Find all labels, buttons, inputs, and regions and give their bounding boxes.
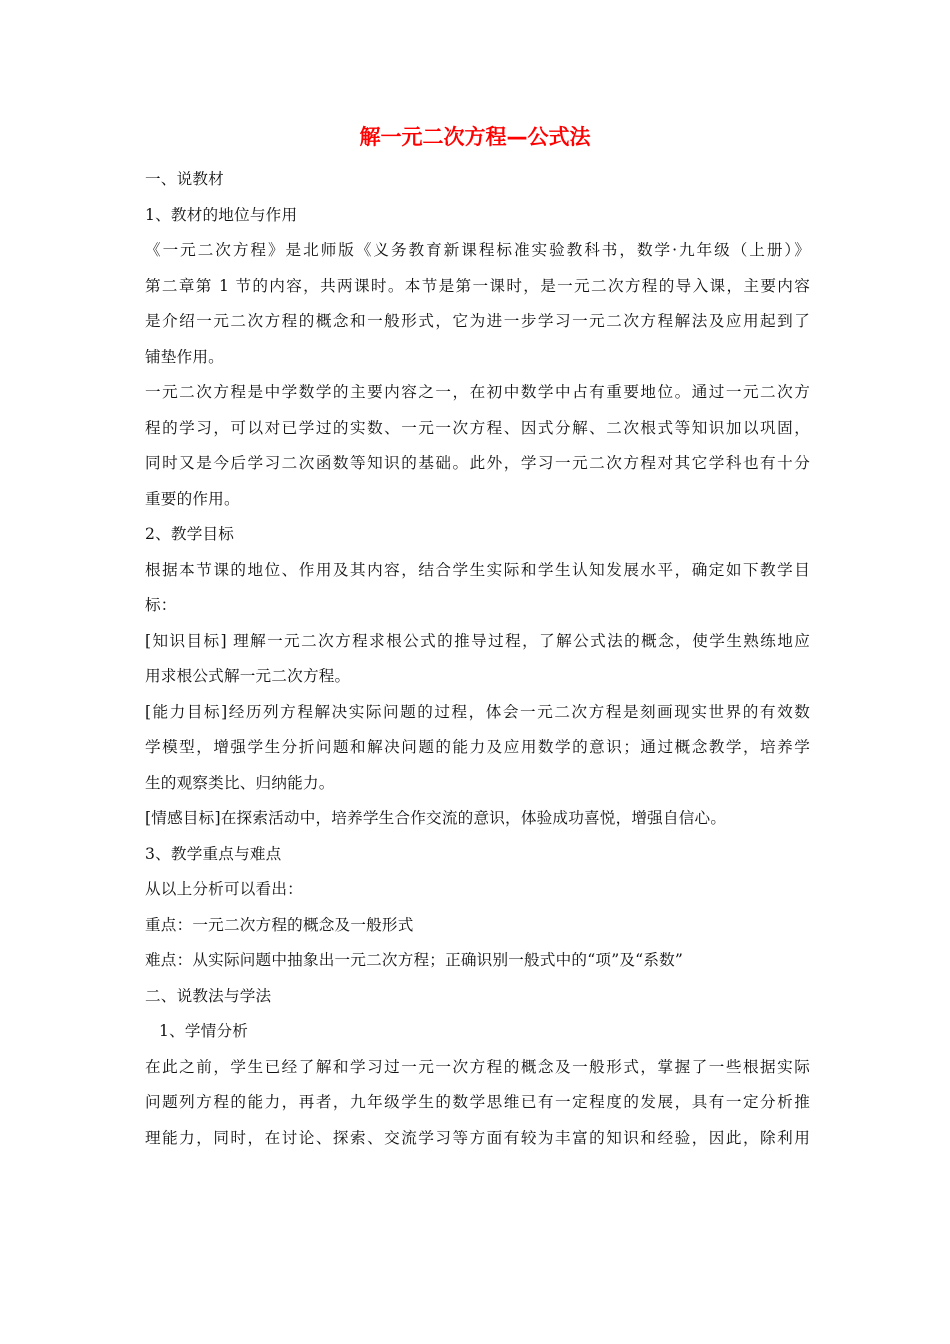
subsection-heading: 1、教材的地位与作用	[145, 205, 298, 224]
paragraph-line: 理能力，同时，在讨论、探索、交流学习等方面有较为丰富的知识和经验，因此，除利用	[145, 1128, 810, 1147]
document-body	[145, 162, 810, 1156]
paragraph-line: 问题列方程的能力，再者，九年级学生的数学思维已有一定程度的发展，具有一定分析推	[145, 1093, 810, 1111]
paragraph-line: 同时又是今后学习二次函数等知识的基础。此外，学习一元二次方程对其它学科也有十分	[145, 454, 810, 472]
paragraph-line: 根据本节课的地位、作用及其内容，结合学生实际和学生认知发展水平，确定如下教学目	[145, 560, 810, 579]
section-heading: 一、说教材	[145, 170, 224, 188]
paragraph-line: 从以上分析可以看出：	[145, 880, 303, 898]
paragraph-line: 标：	[145, 596, 177, 614]
paragraph-line: 用求根公式解一元二次方程。	[145, 667, 351, 685]
paragraph-line: [知识目标] 理解一元二次方程求根公式的推导过程，了解公式法的概念，使学生熟练地应	[145, 631, 810, 650]
paragraph-line: 第二章第 1 节的内容，共两课时。本节是第一课时，是一元二次方程的导入课，主要内容	[145, 276, 810, 295]
paragraph-line: 生的观察类比、归纳能力。	[145, 773, 335, 792]
subsection-heading: 2、教学目标	[145, 525, 235, 543]
paragraph-line: 程的学习，可以对已学过的实数、一元一次方程、因式分解、二次根式等知识加以巩固，	[145, 418, 810, 437]
subsection-heading: 1、学情分析	[159, 1022, 249, 1040]
paragraph-line: [能力目标]经历列方程解决实际问题的过程，体会一元二次方程是刻画现实世界的有效数	[145, 702, 810, 721]
section-heading: 二、说教法与学法	[145, 986, 272, 1005]
paragraph-line: 重要的作用。	[145, 489, 240, 508]
paragraph-line: 学模型，增强学生分折问题和解决问题的能力及应用数学的意识；通过概念教学，培养学	[145, 738, 810, 756]
subsection-heading: 3、教学重点与难点	[145, 844, 282, 863]
paragraph-line: 在此之前，学生已经了解和学习过一元一次方程的概念及一般形式，掌握了一些根据实际	[145, 1057, 810, 1076]
paragraph-line: 难点：从实际问题中抽象出一元二次方程；正确识别一般式中的“项”及“系数”	[145, 951, 684, 969]
paragraph-line: 一元二次方程是中学数学的主要内容之一，在初中数学中占有重要地位。通过一元二次方	[145, 383, 810, 401]
paragraph-line: 铺垫作用。	[145, 347, 224, 366]
paragraph-line: 是介绍一元二次方程的概念和一般形式，它为进一步学习一元二次方程解法及应用起到了	[145, 312, 810, 330]
paragraph-line: 《一元二次方程》是北师版《义务教育新课程标准实验教科书，数学·九年级（上册）》	[145, 241, 810, 259]
paragraph-line: [情感目标]在探索活动中，培养学生合作交流的意识，体验成功喜悦，增强自信心。	[145, 809, 727, 827]
paragraph-line: 重点：一元二次方程的概念及一般形式	[145, 915, 414, 934]
document-title: 解一元二次方程—公式法	[359, 125, 591, 149]
